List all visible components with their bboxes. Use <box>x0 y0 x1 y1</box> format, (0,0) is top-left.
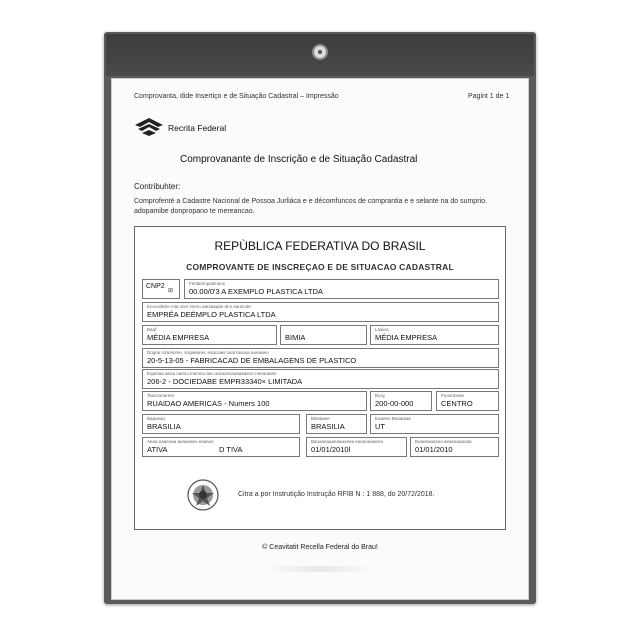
field-label: Lasiiss <box>375 327 389 332</box>
field-value: 01/01/2010l <box>311 445 351 454</box>
contributor-label: Contribuhter: <box>134 182 181 191</box>
field-label: Bocy <box>375 393 386 398</box>
field-value: MÉDIA EMPRESA <box>147 333 210 342</box>
field-label: Baaueao <box>147 416 166 421</box>
field-label: Fooortoeae <box>441 393 465 398</box>
field-label: Aeaa eaaeoaa aeaaeaeo eaaaoe <box>147 439 214 444</box>
field-cnpj <box>184 279 499 299</box>
cnpj-label: CNP2 <box>146 283 165 290</box>
field-label: Eaaeeo Beaataae <box>375 416 412 421</box>
field-value-secondary: D TIVA <box>219 445 243 454</box>
document-title: Comprovanante de Inscrição e de Situação Cadastral <box>180 154 418 165</box>
field-value: BRASILIA <box>311 422 345 431</box>
republic-heading: REPÙBLICA FEDERATIVA DO BRASIL <box>214 239 426 253</box>
intro-paragraph: Comprofentè a Cadastre Nacional de Possoa Jurliáca e e décomfuncos de comprantia e e selante na do sumprio. adopamibe donpropano te mereancao. <box>134 198 487 215</box>
field-label: Bitstaaee <box>311 416 330 421</box>
field-district <box>436 391 499 411</box>
field-value: 200-00-000 <box>375 399 414 408</box>
print-header-title: Comprovanta, dide Insertiço e de Situação Cadastral – Impressão <box>134 93 339 100</box>
field-value: EMPRÉA DEÉMPLO PLASTICA LTDA <box>147 310 276 319</box>
field-label: Baoaaeaaaeaaaoeea eaeaoaaaeea <box>311 439 383 444</box>
sleeve-glare <box>264 566 374 572</box>
field-value: 01/01/2010 <box>415 445 453 454</box>
field-city <box>142 414 300 434</box>
national-seal-icon <box>186 478 220 512</box>
field-street <box>142 391 367 411</box>
receita-federal-logo-icon <box>134 116 164 138</box>
qr-icon: ⊞ <box>168 288 174 294</box>
legal-citation: Citra a por Instrutição Instrução RFIB N : 1 888, do 20/72/2018. <box>238 491 435 498</box>
page-footer: © Ceavitatit Recella Federal do Brau! <box>262 544 378 551</box>
page-number: Pagint 1 de 1 <box>468 93 510 100</box>
field-registration-status <box>142 437 300 457</box>
field-value: MÉDIA EMPRESA <box>375 333 438 342</box>
hanging-hole <box>312 44 328 60</box>
field-value: 00.00/0'3 A EXEMPLO PLASTICA LTDA <box>189 287 323 296</box>
field-main-activity <box>142 348 499 368</box>
field-label: Fentamnpatimaus <box>189 281 226 286</box>
field-label: Boaeeaasaoo aeaeaoaaoaa <box>415 439 472 444</box>
field-label: Ecocodetre mia ocer imero aarsaaaae at e eaurcute <box>147 304 251 309</box>
field-value: ATIVA <box>147 445 168 454</box>
field-value: RUAIDAO AMERICAS - Numers 100 <box>147 399 270 408</box>
field-opening-date <box>410 437 499 457</box>
field-label: Baqf <box>147 327 157 332</box>
field-label: Tasocunerres <box>147 393 175 398</box>
field-status-code <box>280 325 367 345</box>
field-business-name <box>142 302 499 322</box>
field-status-date <box>306 437 407 457</box>
field-postal-code <box>370 391 432 411</box>
field-value: 20-5-13-05 - FABRICACAD DE EMBALAGENS DE PLASTICO <box>147 356 357 365</box>
field-legal-nature <box>142 369 499 389</box>
field-value: UT <box>375 422 385 431</box>
field-size <box>142 325 277 345</box>
field-value: BRASILIA <box>147 422 181 431</box>
cnpj-label-cell <box>142 279 180 299</box>
field-label: Dogoe romemme, soqaeanec esacoaer arat tauosa aoeaaeo <box>147 350 269 355</box>
field-value: 206-2 - DOCIEDABE EMPR33340× LIMITADA <box>147 377 303 386</box>
field-city-2 <box>306 414 367 434</box>
field-label: Eqarsaa aeoa oaeoo memnu aeu areaoesaaaaaaeon neearaarie <box>147 371 277 376</box>
brand-name: Recrita Federal <box>168 123 227 133</box>
certificate-subtitle: COMPROVANTE DE INSCREÇAO E DE SITUACAO CADASTRAL <box>186 262 454 272</box>
field-state <box>370 414 499 434</box>
field-size-2 <box>370 325 499 345</box>
field-value: BIMIA <box>285 333 306 342</box>
field-value: CENTRO <box>441 399 473 408</box>
